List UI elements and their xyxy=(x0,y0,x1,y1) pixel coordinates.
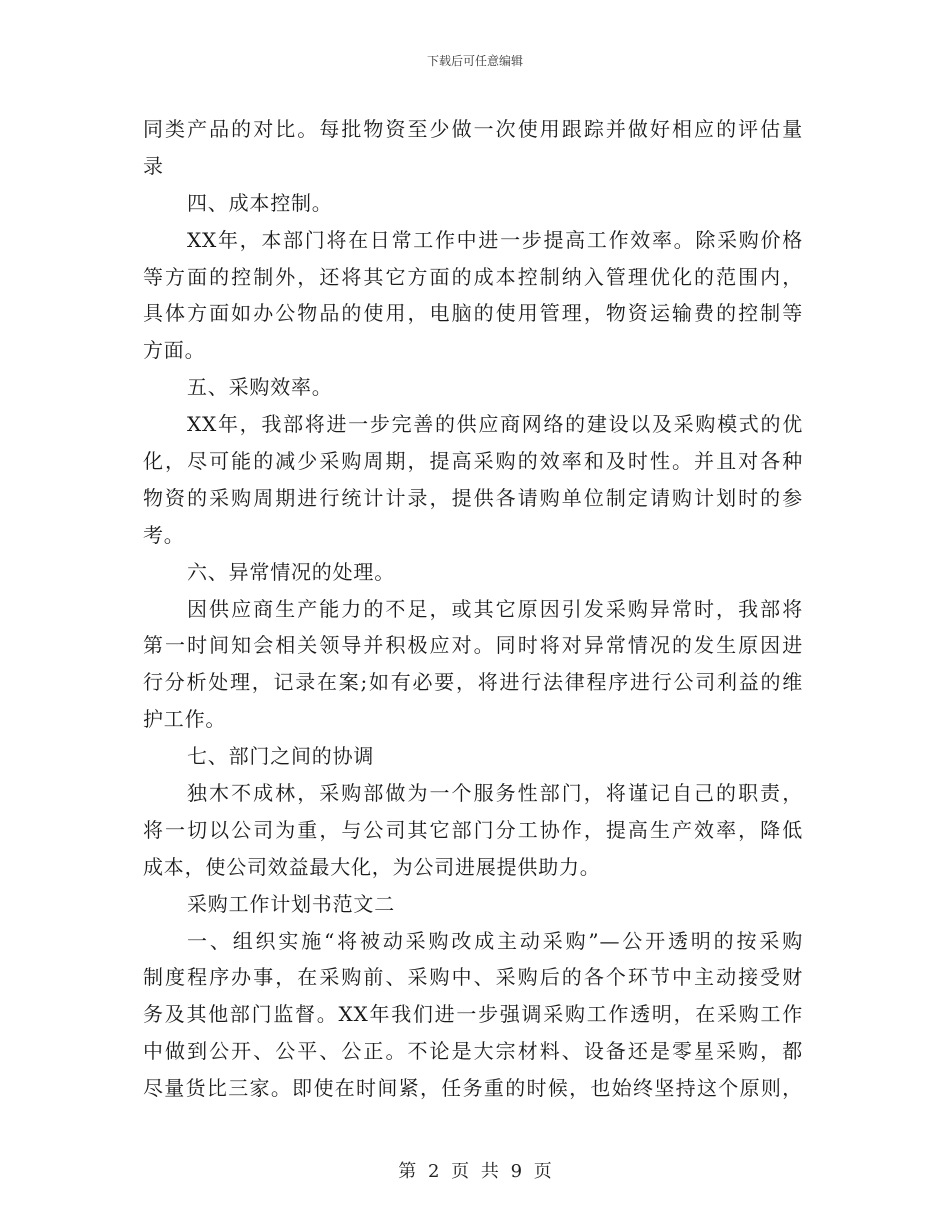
text-line: XX年，我部将进一步完善的供应商网络的建设以及采购模式的优 xyxy=(187,412,803,437)
text-line: 第一时间知会相关领导并积极应对。同时将对异常情况的发生原因进 xyxy=(143,633,803,658)
text-line: 等方面的控制外，还将其它方面的成本控制纳入管理优化的范围内， xyxy=(143,264,803,289)
text-line: 务及其他部门监督。XX年我们进一步强调采购工作透明，在采购工作 xyxy=(143,1002,803,1027)
text-line: 具体方面如办公物品的使用，电脑的使用管理，物资运输费的控制等 xyxy=(143,301,803,326)
text-line: 方面。 xyxy=(143,338,206,363)
text-line: 独木不成林，采购部做为一个服务性部门，将谨记自己的职责， xyxy=(187,781,803,806)
text-line: 行分析处理，记录在案;如有必要，将进行法律程序进行公司利益的维 xyxy=(143,670,803,695)
page-header: 下载后可任意编辑 xyxy=(426,54,523,68)
text-line: 将一切以公司为重，与公司其它部门分工协作，提高生产效率，降低 xyxy=(143,817,803,842)
text-line: 考。 xyxy=(143,522,185,547)
text-line: XX年，本部门将在日常工作中进一步提高工作效率。除采购价格 xyxy=(187,227,803,252)
text-line: 一、组织实施“将被动采购改成主动采购”—公开透明的按采购 xyxy=(187,928,803,953)
text-line: 录 xyxy=(143,153,164,178)
text-line: 中做到公开、公平、公正。不论是大宗材料、设备还是零星采购，都 xyxy=(143,1039,803,1064)
text-line: 因供应商生产能力的不足，或其它原因引发采购异常时，我部将 xyxy=(187,596,803,621)
section-heading: 五、采购效率。 xyxy=(187,375,333,400)
text-line: 制度程序办事，在采购前、采购中、采购后的各个环节中主动接受财 xyxy=(143,965,803,990)
section-heading: 采购工作计划书范文二 xyxy=(187,891,395,916)
text-line: 化，尽可能的减少采购周期，提高采购的效率和及时性。并且对各种 xyxy=(143,449,803,474)
page-number: 第 2 页 共 9 页 xyxy=(398,1161,552,1182)
text-line: 护工作。 xyxy=(143,707,227,732)
document-body xyxy=(143,111,803,1107)
text-line: 同类产品的对比。每批物资至少做一次使用跟踪并做好相应的评估量 xyxy=(143,117,803,141)
text-line: 成本，使公司效益最大化，为公司进展提供助力。 xyxy=(143,854,601,879)
text-line: 尽量货比三家。即使在时间紧，任务重的时候，也始终坚持这个原则， xyxy=(143,1076,803,1101)
section-heading: 六、异常情况的处理。 xyxy=(187,559,395,584)
text-line: 物资的采购周期进行统计计录，提供各请购单位制定请购计划时的参 xyxy=(143,485,803,510)
section-heading: 四、成本控制。 xyxy=(187,190,333,215)
section-heading: 七、部门之间的协调 xyxy=(187,744,375,769)
